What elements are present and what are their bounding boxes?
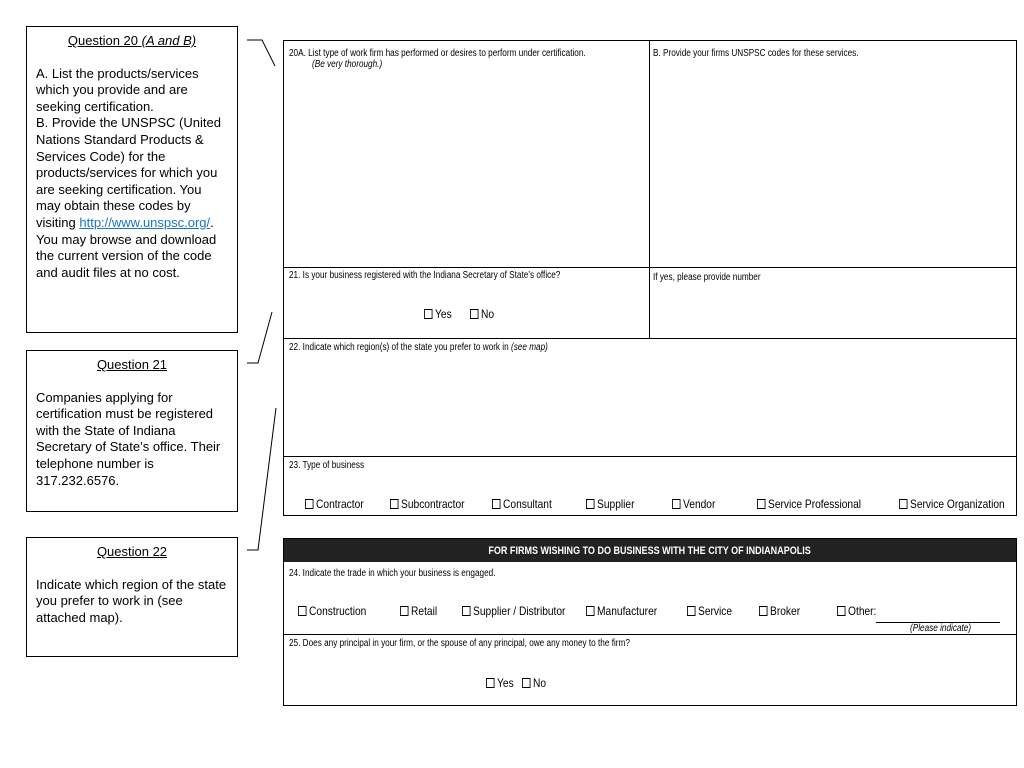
trade-checkbox[interactable] xyxy=(687,606,696,616)
trade-label: Broker xyxy=(770,604,801,618)
question-20-para-b: B. Provide the UNSPSC (United Nations Standard Products & Services Code) for the products/services for which you are seeking certification. You may obtain these codes by visiting http://www.unspsc.org/. You may browse and download the current version of the code and audit files at no cost. xyxy=(36,115,221,280)
trade-checkbox[interactable] xyxy=(837,606,846,616)
question-22-body: Indicate which region of the state you prefer to work in (see attached map). xyxy=(36,576,227,625)
q24-label: 24. Indicate the trade in which your business is engaged. xyxy=(289,568,496,579)
trade-checkbox[interactable] xyxy=(586,606,595,616)
column-divider xyxy=(649,41,650,339)
trade-option[interactable] xyxy=(400,604,437,618)
business-type-option[interactable] xyxy=(757,497,861,511)
trade-option[interactable] xyxy=(462,604,565,618)
business-type-label: Service Professional xyxy=(768,497,862,511)
business-type-checkbox[interactable] xyxy=(899,499,908,509)
q20b-label: B. Provide your firms UNSPSC codes for these services. xyxy=(653,48,859,59)
q21-yes-option[interactable]: Yes xyxy=(424,307,452,321)
trade-label: Retail xyxy=(411,604,438,618)
q24-other-hint: (Please indicate) xyxy=(910,623,972,634)
trade-checkbox[interactable] xyxy=(759,606,768,616)
trade-label: Construction xyxy=(309,604,367,618)
q21-number-label: If yes, please provide number xyxy=(653,272,761,283)
trade-label: Supplier / Distributor xyxy=(473,604,566,618)
business-type-label: Vendor xyxy=(683,497,716,511)
q21-label: 21. Is your business registered with the Indiana Secretary of State’s office? xyxy=(289,270,561,281)
divider-21-22 xyxy=(284,338,1016,339)
trade-checkbox[interactable] xyxy=(462,606,471,616)
business-type-label: Consultant xyxy=(503,497,552,511)
business-type-label: Service Organization xyxy=(910,497,1005,511)
trade-option[interactable] xyxy=(759,604,800,618)
q21-no-option[interactable]: No xyxy=(470,307,494,321)
business-type-option[interactable] xyxy=(305,497,364,511)
form-upper xyxy=(283,40,1017,516)
connector-q20 xyxy=(247,40,275,66)
city-banner: FOR FIRMS WISHING TO DO BUSINESS WITH THE CITY OF INDIANAPOLIS xyxy=(284,539,1016,562)
divider-20-21 xyxy=(284,267,1016,268)
trade-label: Other: xyxy=(848,604,877,618)
trade-option[interactable] xyxy=(298,604,366,618)
business-type-label: Supplier xyxy=(597,497,635,511)
business-type-option[interactable] xyxy=(899,497,1005,511)
trade-option[interactable] xyxy=(586,604,657,618)
question-21-title: Question 21 xyxy=(96,357,168,372)
business-type-checkbox[interactable] xyxy=(390,499,399,509)
q23-label: 23. Type of business xyxy=(289,460,365,471)
business-type-option[interactable] xyxy=(586,497,634,511)
business-type-label: Contractor xyxy=(316,497,364,511)
question-21-body: Companies applying for certification must be registered with the State of Indiana Secretary of State’s office. Their telephone number is 317.232.6576. xyxy=(36,389,221,488)
business-type-option[interactable] xyxy=(390,497,465,511)
q20a-label: 20A. List type of work firm has performed or desires to perform under certification. xyxy=(289,48,586,59)
question-20-para-a: A. List the products/services which you provide and are seeking certification. xyxy=(36,65,199,114)
divider-24-25 xyxy=(284,634,1016,635)
q20a-hint: (Be very thorough.) xyxy=(312,59,383,70)
business-type-checkbox[interactable] xyxy=(586,499,595,509)
trade-option[interactable] xyxy=(837,604,876,618)
form-lower xyxy=(283,538,1017,706)
business-type-option[interactable] xyxy=(672,497,715,511)
divider-22-23 xyxy=(284,456,1016,457)
trade-checkbox[interactable] xyxy=(400,606,409,616)
trade-label: Service xyxy=(698,604,733,618)
q25-no-checkbox[interactable] xyxy=(522,678,531,688)
q25-yes-checkbox[interactable] xyxy=(486,678,495,688)
question-22-title: Question 22 xyxy=(96,544,168,559)
question-20-title: Question 20 (A and B) xyxy=(67,33,197,48)
trade-option[interactable] xyxy=(687,604,732,618)
business-type-checkbox[interactable] xyxy=(672,499,681,509)
q25-yes-option[interactable]: Yes xyxy=(486,676,514,690)
trade-label: Manufacturer xyxy=(597,604,658,618)
q22-label: 22. Indicate which region(s) of the state you prefer to work in (see map) xyxy=(289,342,548,353)
business-type-checkbox[interactable] xyxy=(492,499,501,509)
q21-no-checkbox[interactable] xyxy=(470,309,479,319)
q25-no-option[interactable]: No xyxy=(522,676,546,690)
unspsc-link[interactable]: http://www.unspsc.org/ xyxy=(79,214,211,230)
connector-q21 xyxy=(247,312,272,363)
business-type-checkbox[interactable] xyxy=(305,499,314,509)
business-type-option[interactable] xyxy=(492,497,552,511)
business-type-checkbox[interactable] xyxy=(757,499,766,509)
trade-checkbox[interactable] xyxy=(298,606,307,616)
q25-label: 25. Does any principal in your firm, or the spouse of any principal, owe any money to the firm? xyxy=(289,638,630,649)
q21-yes-checkbox[interactable] xyxy=(424,309,433,319)
business-type-label: Subcontractor xyxy=(401,497,465,511)
connector-q22 xyxy=(247,408,276,550)
